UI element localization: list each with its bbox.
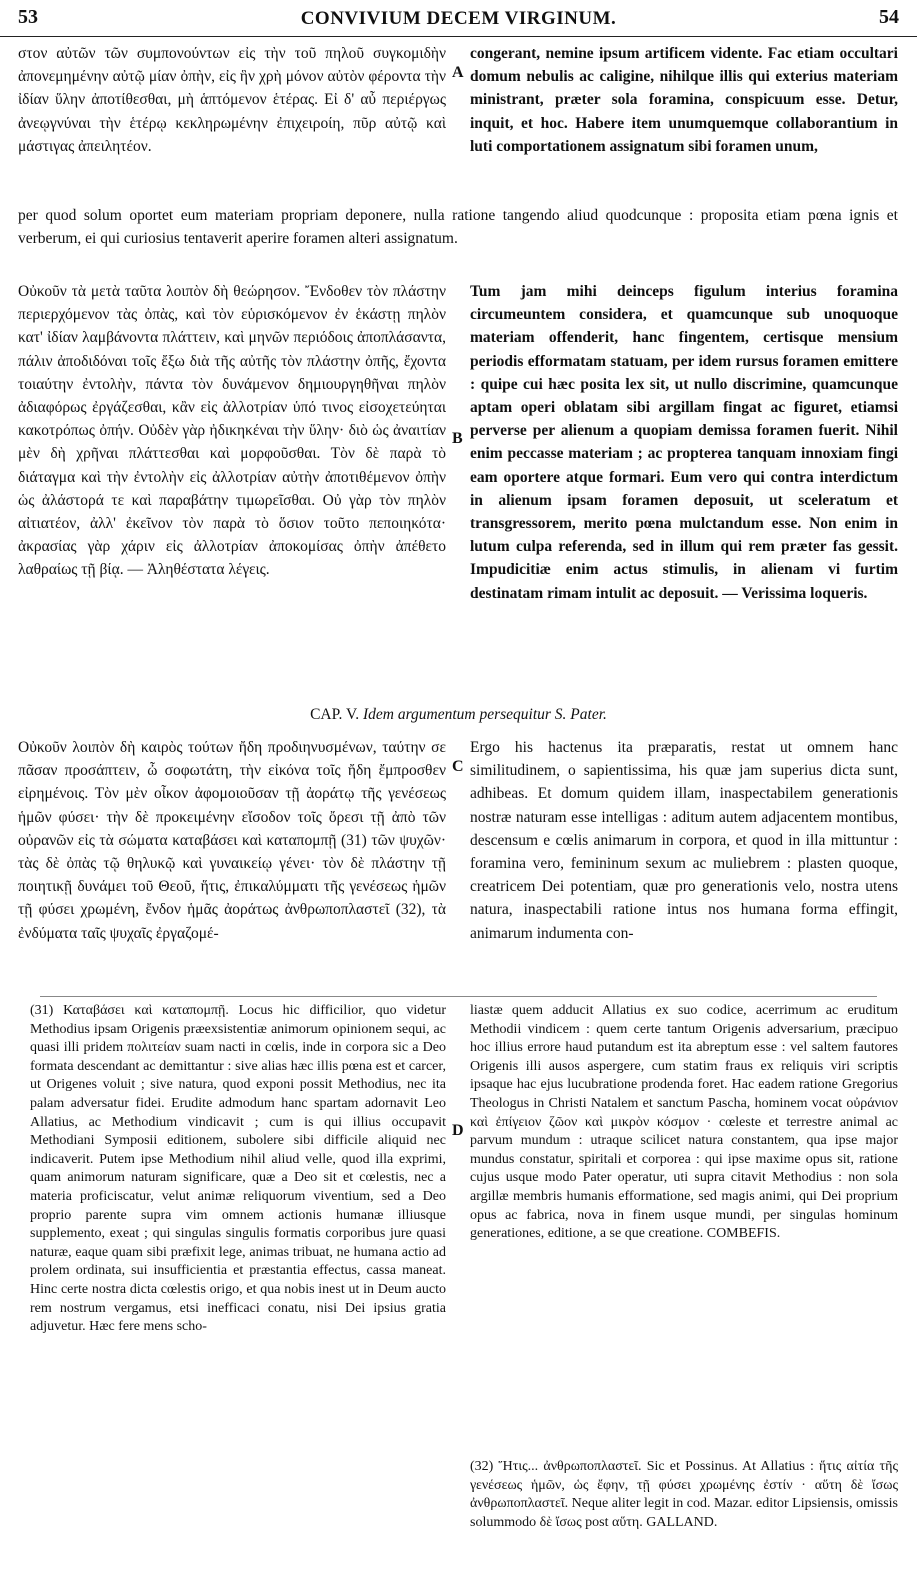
margin-marker-d: D bbox=[452, 1122, 464, 1139]
latin-paragraph-3: Ergo his hactenus ita præparatis, restat ut omnem hanc similitudinem, o sapientissima, his quæ jam superius dicta sunt, adhibeas. Et domum quidem illam, inaspectabilem generationis nostræ naturam esse intelligas : aditum autem adjacentem montibus, descensum e cœlis animarum in corpora, et quod in illa mittuntur : foramina vero, femininum sexum ac muliebrem : plasten quoque, creatricem Dei potentiam, quæ pro generationis velo, nostra utens natura, inaspectabili ratione intus nos humana forma effingit, animarum indumenta con- bbox=[470, 739, 898, 942]
margin-marker-a: A bbox=[452, 64, 464, 81]
footnote-rule bbox=[40, 996, 877, 997]
running-header bbox=[0, 0, 917, 37]
page-number-right: 54 bbox=[879, 6, 899, 28]
margin-marker-c: C bbox=[452, 758, 464, 775]
latin-paragraph-1: congerant, nemine ipsum artificem vidente. Fac etiam occultari domum nebulis ac caligine, nihilque illis qui exterius materiam ministrant, præter sola foramina, conspicuum esse. Detur, inquit, et hoc. Habere item unumquemque collaborantium in luti comportationem assignatum sibi foramen unum, bbox=[470, 45, 898, 155]
running-title: CONVIVIUM DECEM VIRGINUM. bbox=[300, 8, 617, 29]
latin-paragraph-2: Tum jam mihi deinceps figulum interius foramina circumeuntem considera, et quamcunque sub unoquoque materiam offenderit, hanc fingentem, certisque mensium periodis efformatam statuam, per idem rursus foramen emittere : quipe cui hæc posita lex sit, ut nullo discrimine, quamcunque aptam operi oblatam sibi argillam fingat ac figuret, etiamsi perverse per alienum a quopiam demissa foramen fuerit. Nihil enim peccasse materiam ; ac propterea tanquam innoxiam fingi eam oportere atque formari. Eum vero qui contra interdictum in alienum ipsam foramen deposuit, ut sceleratum et transgressorem, merito pœna mulctandum esse. Non enim in lutum culpa referenda, sed in illum qui rem præter fas gessit. Impudicitiæ enim actus stimulis, in alienam vi furtim destinatam rimam intulit ac deposuit. — Verissima loqueris. bbox=[470, 283, 898, 602]
footnote-32: (32) Ἥτις... ἀνθρωποπλαστεῖ. Sic et Possinus. At Allatius : ἥτις αἰτία τῆς γενέσεως ἡμῶν, ὡς ἔφην, τῇ φύσει χρωμένης ἐστίν · αὕτη δὲ ἴσως ἀνθρωποπλαστεῖ. Neque aliter legit in cod. Mazar. editor Lipsiensis, omissis solummodo δὲ ἴσως post αὕτη. GALLAND. bbox=[470, 1459, 898, 1530]
greek-paragraph-1: στον αὐτῶν τῶν συμπονούντων εἰς τὴν τοῦ πηλοῦ συγκομιδὴν ἀπονεμημένην αὐτῷ μίαν ὀπὴν, εἰς ἣν χρὴ μόνον αὐτὸν φέροντα τὴν ἰδίαν ὕλην ἀποτίθεσθαι, μὴ ἁπτόμενον ἑτέρας. Εἰ δ' αὖ περιέργως ἀνεῳγνύναι τὴν ἑτέρῳ κεκληρωμένην ἐπιχειροίη, πῦρ αὐτῷ καὶ μάστιγας ἀπειλητέον. bbox=[18, 45, 446, 155]
margin-marker-b: B bbox=[452, 430, 463, 447]
footnote-31-continued: liastæ quem adducit Allatius ex suo codice, acerrimum ac eruditum Methodii vindicem : quem certe tantum Origenis adversarium, præcipuo hoc illius errore haud putandum est ita abreptum esse : vel saltem fautores Origenis illi ausos aspergere, cum statim fraus ex reliquis viri scriptis ipsaque hac ejus lucubratione prodenda foret. Hac eadem ratione Gregorius Theologus in Christi Natalem et sanctum Pascha, hominem vocat οὐράνιον καὶ ἐπίγειον ζῶον καὶ μικρὸν κόσμον · cœleste et terrestre animal ac parvum mundum : utraque scilicet natura constantem, qua ipse major mundus constatur, spiritali et corporea : qui ipse maxime opus sit, ratione cujus usque modo Pater operatur, uti supra citavit Methodius : non sola argillæ membris humanis efformatione, sed magis animi, qui Dei proprium opus ac fabrica, nova in finem usque mundi, per singulas hominum generationes, editione, a se que creatione. COMBEFIS. bbox=[470, 1003, 898, 1242]
footnote-31: (31) Καταβάσει καὶ καταπομπῇ. Locus hic difficilior, quo videtur Methodius ipsam Origenis præexsistentiæ animorum opinionem sequi, ac quasi illi pridem πολιτείαν suam nacti in cœlis, inde in corpora sic a Deo formata descendant ac demittantur : sive alias hæc illis pœna est et carcer, ut Origenes voluit ; sive natura, quod exponi possit Methodius, nec ita palam adversatur fidei. Erudite admodum hanc spartam adornavit Leo Allatius, ac Methodium vindicavit ; cum is qui illius occupavit Methodiani Symposii editionem, subolere sibi difficile aliquid nec indicaverit. Putem ipse Methodium nihil aliud velle, quod illa exprimi, quam animorum naturam significare, quæ a Deo sit et cœlestis, nec a materia proficiscatur, velut animæ reliquorum viventium, sed a Deo proprio parente supra vim omnem actionis humanæ illiusque supplemento, exeat ; qui singulas singulis formatis corporibus jure quasi naturæ, eaque quam sibi præfixit lege, animas tribuat, ne humana actio ad prolem ordinata, sui insufficientia et præstantia effectus, cassa maneat. Hinc certe nostra dicta cœlestis origo, et qua nobis inest ut in Deum aucto rem nostrum vergamus, etsi inefficaci conatu, nisi Dei ipsius gratia adjuvetur. Hæc fere mens scho- bbox=[30, 1003, 446, 1335]
latin-spanning-paragraph: per quod solum oportet eum materiam propriam deponere, nulla ratione tangendo aliud quodcunque : proposita etiam pœna ignis et verberum, ei qui curiosius tentaverit aperire foramen alteri assignatum. bbox=[18, 207, 898, 248]
greek-paragraph-2: Οὐκοῦν τὰ μετὰ ταῦτα λοιπὸν δὴ θεώρησον. Ἔνδοθεν τὸν πλάστην περιερχόμενον τὰς ὀπὰς, καὶ τὸν εὑρισκόμενον ἐν ἑκάστῃ πηλὸν κατ' ἰδίαν λαμβάνοντα πλάττειν, καὶ μηνῶν περιόδοις ἀποπλάσαντα, πάλιν ἀποδιδόναι τοῖς ἔξω διὰ τῆς αὐτῆς τὸν πλάστην ὀπῆς, ἔχοντα τοιαύτην ἐντολὴν, πάντα τὸν δυνάμενον δημιουργηθῆναι πηλὸν ἀδιαφόρως ἐργάζεσθαι, κἂν εἰς ἀλλοτρίαν ὑπό τινος εἰσοχετεύηται κακοτρόπως ὀπήν. Οὐδὲν γὰρ ἠδικηκέναι τὴν ὕλην· διὸ ὡς ἀναιτίαν μὲν δὴ χρῆναι πλάττεσθαι καὶ μορφοῦσθαι. Τὸν δὲ παρὰ τὸ διάταγμα καὶ τὴν ἐντολὴν εἰς ἀλλοτρίαν αὐτὴν ἀποτιθέμενον ὀπὴν ὡς ἀλάστορά τε καὶ παραβάτην τιμωρεῖσθαι. Οὐ γὰρ τὸν πηλὸν αἰτιατέον, ἀλλ' ἐκεῖνον τὸν παρὰ τὸ ὅσιον τοῦτο πεποιηκότα· ἀκρασίας γὰρ χάριν εἰς ἀλλοτρίαν ἀποκομίσας ὀπὴν ἀπέθετο λαθραίως τῇ βίᾳ. — Ἀληθέστατα λέγεις. bbox=[18, 283, 446, 579]
chapter-heading bbox=[0, 706, 917, 724]
chapter-title: Idem argumentum persequitur S. Pater. bbox=[362, 706, 607, 723]
chapter-label: CAP. V. bbox=[310, 706, 360, 723]
greek-paragraph-3: Οὐκοῦν λοιπὸν δὴ καιρὸς τούτων ἤδη προδιηνυσμένων, ταύτην σε πᾶσαν προσάπτειν, ὦ σοφωτάτη, τὴν εἰκόνα τοῖς ἤδη ἔμπροσθεν εἰρημένοις. Τὸν μὲν οἶκον ἀφομοιοῦσαν τῇ ἀοράτῳ τῆς γενέσεως ἡμῶν φύσει· τὴν δὲ προκειμένην εἴσοδον τοῖς ὄρεσι τῇ ἀπὸ τῶν οὐρανῶν εἰς τὰ σώματα καταβάσει καὶ καταπομπῇ (31) τῶν ψυχῶν· τὰς δὲ ὀπὰς τῷ θηλυκῷ καὶ γυναικείῳ γένει· τὸν δὲ πλάστην τῇ ποιητικῇ δυνάμει τοῦ Θεοῦ, ἥτις, ἐπικαλύμματι τῆς γενέσεως ἡμῶν τῇ φύσει χρωμένη, ἔνδον ἡμᾶς ἀοράτως ἀνθρωποπλαστεῖ (32), τὰ ἐνδύματα ταῖς ψυχαῖς ἐργαζομέ- bbox=[18, 739, 446, 942]
page-number-left: 53 bbox=[18, 6, 38, 28]
